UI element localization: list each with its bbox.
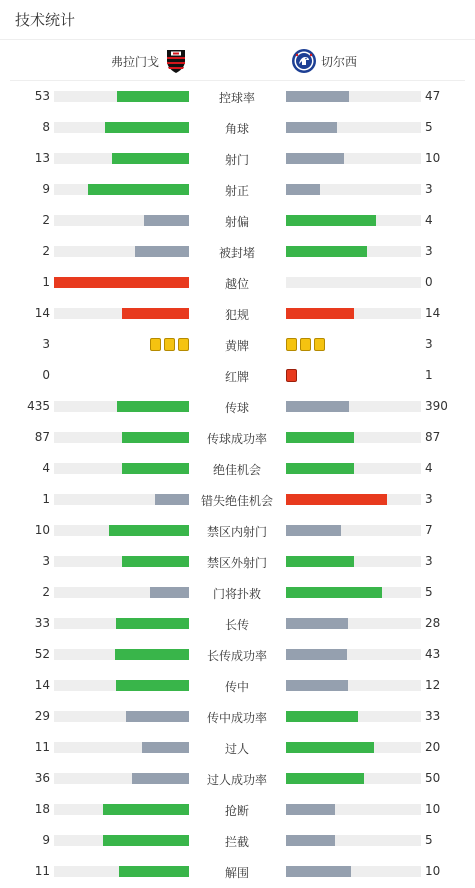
home-stat-value: 53 xyxy=(34,89,50,103)
stat-row xyxy=(0,143,475,174)
away-bar-fill xyxy=(286,525,341,536)
stat-row xyxy=(0,453,475,484)
home-stat-value: 14 xyxy=(34,678,50,692)
away-bar-fill xyxy=(286,804,335,815)
home-bar-track xyxy=(54,432,189,443)
home-bar-fill xyxy=(103,804,189,815)
stat-label: 黄牌 xyxy=(224,339,249,353)
home-stat-value: 2 xyxy=(42,213,50,227)
home-bar-track xyxy=(54,184,189,195)
stat-label: 射正 xyxy=(224,184,249,198)
stat-row xyxy=(0,360,475,391)
stat-row xyxy=(0,236,475,267)
home-stat-value: 11 xyxy=(34,864,50,878)
away-stat-value: 4 xyxy=(425,213,433,227)
stat-row xyxy=(0,856,475,887)
stat-label: 错失绝佳机会 xyxy=(200,494,273,508)
stat-label: 射偏 xyxy=(224,215,249,229)
stat-label: 传中成功率 xyxy=(206,711,267,725)
stat-row xyxy=(0,298,475,329)
away-bar-track xyxy=(286,618,421,629)
away-bar-track xyxy=(286,649,421,660)
home-bar-track xyxy=(54,618,189,629)
away-stat-value: 14 xyxy=(425,306,441,320)
away-stat-value: 5 xyxy=(425,585,433,599)
stat-label: 解围 xyxy=(224,866,249,880)
home-bar-track xyxy=(54,866,189,877)
away-bar-fill xyxy=(286,556,354,567)
stat-row xyxy=(0,763,475,794)
away-stat-value: 7 xyxy=(425,523,433,537)
stat-label: 过人 xyxy=(224,742,249,756)
away-bar-track xyxy=(286,184,421,195)
away-bar-track xyxy=(286,804,421,815)
away-bar-fill xyxy=(286,432,354,443)
stat-label: 禁区内射门 xyxy=(206,525,267,539)
home-stat-value: 10 xyxy=(34,523,50,537)
home-bar-fill xyxy=(132,773,189,784)
away-bar-fill xyxy=(286,122,337,133)
away-bar-fill xyxy=(286,835,335,846)
stat-row xyxy=(0,701,475,732)
page-title: 技术统计 xyxy=(15,11,76,29)
away-bar-track xyxy=(286,122,421,133)
home-bar-fill xyxy=(109,525,189,536)
stat-label: 红牌 xyxy=(224,370,249,384)
stat-row xyxy=(0,484,475,515)
home-stat-value: 8 xyxy=(42,120,50,134)
away-bar-track xyxy=(286,463,421,474)
home-stat-value: 9 xyxy=(42,833,50,847)
home-stat-value: 36 xyxy=(34,771,50,785)
stat-label: 抢断 xyxy=(224,804,249,818)
stat-row xyxy=(0,174,475,205)
home-bar-track xyxy=(54,277,189,288)
home-bar-fill xyxy=(122,556,190,567)
away-bar-fill xyxy=(286,866,351,877)
away-stat-value: 12 xyxy=(425,678,441,692)
home-bar-track xyxy=(54,122,189,133)
stats-list xyxy=(0,81,475,887)
home-bar-track xyxy=(54,804,189,815)
stat-label: 绝佳机会 xyxy=(212,463,261,477)
home-stat-value: 3 xyxy=(42,554,50,568)
yellow-card-icon xyxy=(286,338,297,351)
home-stat-value: 52 xyxy=(34,647,50,661)
away-bar-track xyxy=(286,215,421,226)
home-bar-track xyxy=(54,556,189,567)
away-stat-value: 28 xyxy=(425,616,441,630)
away-bar-track xyxy=(286,91,421,102)
home-bar-track xyxy=(54,835,189,846)
home-bar-track xyxy=(54,587,189,598)
away-bar-track xyxy=(286,153,421,164)
away-bar-track xyxy=(286,401,421,412)
home-stat-value: 13 xyxy=(34,151,50,165)
away-stat-value: 390 xyxy=(425,399,448,413)
home-cards xyxy=(150,338,189,351)
home-bar-fill xyxy=(105,122,189,133)
flamengo-crest-icon xyxy=(163,48,189,74)
stat-row xyxy=(0,546,475,577)
away-bar-track xyxy=(286,866,421,877)
home-stat-value: 33 xyxy=(34,616,50,630)
home-bar-track xyxy=(54,153,189,164)
away-stat-value: 4 xyxy=(425,461,433,475)
away-bar-track xyxy=(286,277,421,288)
home-bar-fill xyxy=(122,308,190,319)
yellow-card-icon xyxy=(164,338,175,351)
teams-row xyxy=(10,40,465,81)
home-bar-track xyxy=(54,711,189,722)
away-bar-fill xyxy=(286,680,348,691)
home-bar-fill xyxy=(122,432,190,443)
stat-label: 被封堵 xyxy=(218,246,255,260)
home-bar-fill xyxy=(103,835,189,846)
stat-label: 拦截 xyxy=(224,835,249,849)
home-bar-fill xyxy=(144,215,189,226)
away-bar-fill xyxy=(286,246,367,257)
away-stat-value: 10 xyxy=(425,864,441,878)
away-stat-value: 3 xyxy=(425,337,433,351)
home-bar-track xyxy=(54,525,189,536)
home-stat-value: 4 xyxy=(42,461,50,475)
home-bar-track xyxy=(54,649,189,660)
home-bar-fill xyxy=(117,91,189,102)
away-bar-track xyxy=(286,742,421,753)
away-bar-track xyxy=(286,308,421,319)
away-bar-fill xyxy=(286,494,387,505)
stat-label: 传中 xyxy=(224,680,249,694)
home-bar-fill xyxy=(117,401,189,412)
away-bar-track xyxy=(286,246,421,257)
away-stat-value: 10 xyxy=(425,802,441,816)
away-bar-fill xyxy=(286,463,354,474)
home-team[interactable] xyxy=(111,48,189,74)
home-bar-track xyxy=(54,680,189,691)
chelsea-crest-icon xyxy=(291,48,317,74)
stat-row xyxy=(0,422,475,453)
stat-row xyxy=(0,515,475,546)
home-bar-track xyxy=(54,91,189,102)
away-bar-fill xyxy=(286,91,349,102)
away-stat-value: 50 xyxy=(425,771,441,785)
away-bar-track xyxy=(286,680,421,691)
stat-row xyxy=(0,639,475,670)
home-bar-fill xyxy=(115,649,189,660)
stat-row xyxy=(0,205,475,236)
away-bar-track xyxy=(286,432,421,443)
home-bar-fill xyxy=(119,866,189,877)
away-bar-track xyxy=(286,711,421,722)
home-bar-track xyxy=(54,494,189,505)
home-stat-value: 2 xyxy=(42,585,50,599)
stat-row xyxy=(0,81,475,112)
page-header xyxy=(0,0,475,40)
away-bar-track xyxy=(286,494,421,505)
away-stat-value: 47 xyxy=(425,89,441,103)
home-stat-value: 1 xyxy=(42,492,50,506)
away-stat-value: 3 xyxy=(425,554,433,568)
home-stat-value: 11 xyxy=(34,740,50,754)
away-stat-value: 0 xyxy=(425,275,433,289)
away-cards xyxy=(286,369,297,382)
home-bar-fill xyxy=(126,711,189,722)
home-bar-track xyxy=(54,401,189,412)
home-stat-value: 18 xyxy=(34,802,50,816)
home-team-name: 弗拉门戈 xyxy=(110,54,159,69)
yellow-card-icon xyxy=(314,338,325,351)
stat-label: 长传成功率 xyxy=(206,649,267,663)
home-stat-value: 1 xyxy=(42,275,50,289)
away-bar-fill xyxy=(286,215,376,226)
stat-label: 门将扑救 xyxy=(212,587,261,601)
home-bar-fill xyxy=(116,680,189,691)
home-bar-track xyxy=(54,246,189,257)
away-bar-fill xyxy=(286,618,348,629)
away-bar-fill xyxy=(286,742,374,753)
home-bar-fill xyxy=(122,463,190,474)
stat-row xyxy=(0,267,475,298)
home-bar-fill xyxy=(155,494,189,505)
stat-label: 禁区外射门 xyxy=(206,556,267,570)
stat-label: 过人成功率 xyxy=(206,773,267,787)
away-bar-fill xyxy=(286,773,364,784)
away-stat-value: 5 xyxy=(425,833,433,847)
home-stat-value: 29 xyxy=(34,709,50,723)
home-stat-value: 435 xyxy=(27,399,50,413)
yellow-card-icon xyxy=(300,338,311,351)
stat-label: 传球成功率 xyxy=(206,432,267,446)
stat-label: 越位 xyxy=(224,277,249,291)
home-stat-value: 3 xyxy=(42,337,50,351)
stat-label: 传球 xyxy=(224,401,249,415)
away-stat-value: 33 xyxy=(425,709,441,723)
away-team-name: 切尔西 xyxy=(321,54,358,69)
away-bar-fill xyxy=(286,153,344,164)
home-stat-value: 0 xyxy=(42,368,50,382)
home-bar-track xyxy=(54,308,189,319)
stat-row xyxy=(0,825,475,856)
away-stat-value: 87 xyxy=(425,430,441,444)
home-bar-track xyxy=(54,773,189,784)
stat-label: 长传 xyxy=(224,618,249,632)
home-bar-fill xyxy=(135,246,189,257)
away-stat-value: 3 xyxy=(425,182,433,196)
home-bar-fill xyxy=(150,587,189,598)
stat-row xyxy=(0,577,475,608)
home-stat-value: 9 xyxy=(42,182,50,196)
home-bar-fill xyxy=(112,153,189,164)
red-card-icon xyxy=(286,369,297,382)
stat-label: 角球 xyxy=(224,122,249,136)
home-bar-fill xyxy=(116,618,189,629)
stat-label: 犯规 xyxy=(224,308,249,322)
home-stat-value: 2 xyxy=(42,244,50,258)
home-bar-track xyxy=(54,742,189,753)
away-bar-fill xyxy=(286,587,382,598)
away-stat-value: 43 xyxy=(425,647,441,661)
home-stat-value: 14 xyxy=(34,306,50,320)
away-bar-track xyxy=(286,525,421,536)
away-bar-track xyxy=(286,835,421,846)
away-stat-value: 1 xyxy=(425,368,433,382)
stat-row xyxy=(0,329,475,360)
away-bar-fill xyxy=(286,184,320,195)
away-bar-track xyxy=(286,773,421,784)
away-bar-fill xyxy=(286,308,354,319)
away-cards xyxy=(286,338,325,351)
away-bar-fill xyxy=(286,649,347,660)
away-bar-track xyxy=(286,587,421,598)
yellow-card-icon xyxy=(150,338,161,351)
stat-row xyxy=(0,732,475,763)
home-bar-fill xyxy=(142,742,189,753)
away-stat-value: 5 xyxy=(425,120,433,134)
home-bar-fill xyxy=(54,277,189,288)
stat-row xyxy=(0,112,475,143)
home-bar-track xyxy=(54,463,189,474)
away-stat-value: 10 xyxy=(425,151,441,165)
away-bar-fill xyxy=(286,401,349,412)
stat-row xyxy=(0,670,475,701)
home-bar-track xyxy=(54,215,189,226)
away-team[interactable] xyxy=(291,48,357,74)
away-bar-track xyxy=(286,556,421,567)
away-stat-value: 3 xyxy=(425,492,433,506)
away-bar-fill xyxy=(286,711,358,722)
away-stat-value: 20 xyxy=(425,740,441,754)
home-stat-value: 87 xyxy=(34,430,50,444)
stat-row xyxy=(0,391,475,422)
stat-label: 射门 xyxy=(224,153,249,167)
stat-row xyxy=(0,608,475,639)
stat-label: 控球率 xyxy=(218,91,255,105)
stat-row xyxy=(0,794,475,825)
away-stat-value: 3 xyxy=(425,244,433,258)
home-bar-fill xyxy=(88,184,189,195)
